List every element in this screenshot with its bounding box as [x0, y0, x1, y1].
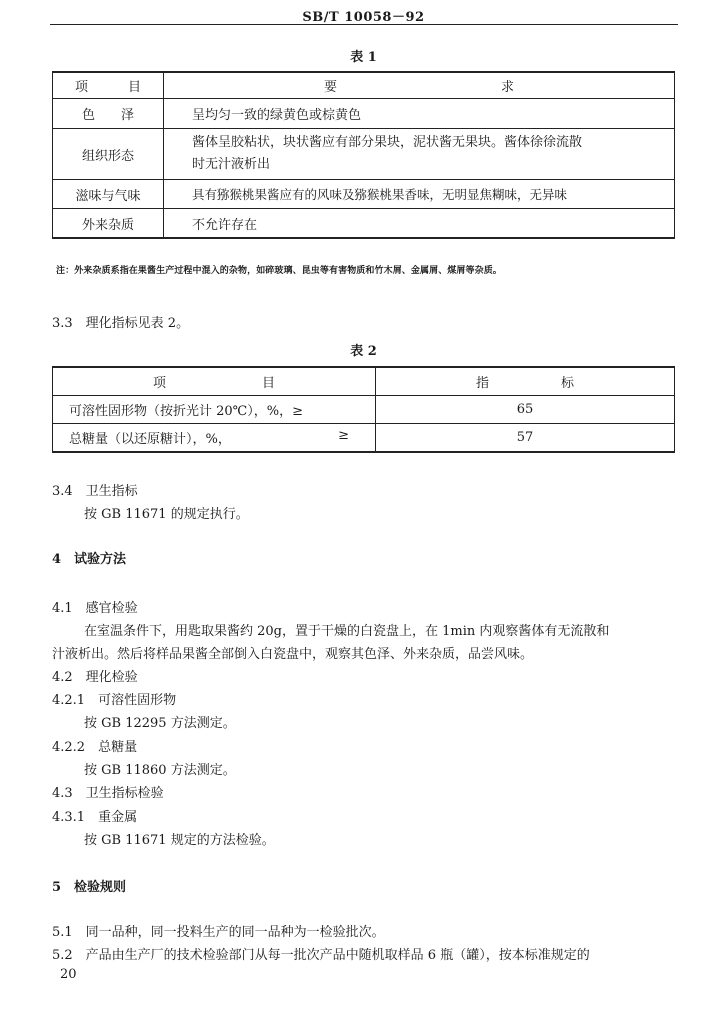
header-item-a: 项: [75, 80, 89, 95]
table1-header-requirement: [164, 72, 675, 99]
header-item-b: 目: [261, 376, 275, 391]
table1-header-row: [53, 72, 675, 99]
section-4-1: 4.1 感官检验: [52, 601, 138, 616]
requirement-line-1: 酱体呈胶粘状，块状酱应有部分果块，泥状酱无果块。酱体徐徐流散: [192, 135, 583, 150]
header-ind-b: 标: [560, 376, 574, 391]
section-5-1: 5.1 同一品种，同一投料生产的同一品种为一检验批次。: [52, 925, 385, 940]
table1-item: 外来杂质: [53, 209, 164, 239]
table2-header-row: [53, 367, 675, 396]
table2-item-symbol: ≥: [338, 428, 349, 443]
section-4-2-2: 4.2.2 总糖量: [52, 740, 138, 755]
section-5: 5 检验规则: [52, 880, 127, 895]
table2-item-text: 总糖量（以还原糖计），%，: [69, 432, 231, 447]
table2: [52, 366, 675, 453]
section-4-1-text-2: 汁液析出。然后将样品果酱全部倒入白瓷盘中，观察其色泽、外来杂质，品尝风味。: [52, 647, 534, 662]
section-4-3-1: 4.3.1 重金属: [52, 810, 138, 825]
table1-header-item: [53, 72, 164, 99]
table-row: [53, 209, 675, 239]
section-4-2-1-text: 按 GB 12295 方法测定。: [84, 716, 236, 731]
section-3-4: 3.4 卫生指标: [52, 484, 138, 499]
table2-header-item: [53, 367, 376, 396]
header-req-a: 要: [324, 80, 338, 95]
section-4-2-2-text: 按 GB 11860 方法测定。: [84, 763, 236, 778]
table1-item: 色 泽: [53, 99, 164, 129]
section-4-2: 4.2 理化检验: [52, 670, 138, 685]
table-row: [53, 424, 675, 453]
header-item-a: 项: [153, 376, 167, 391]
header-req-b: 求: [500, 80, 514, 95]
table1-item: 组织形态: [53, 129, 164, 180]
table2-value: 65: [376, 396, 675, 424]
section-4: 4 试验方法: [52, 552, 127, 567]
table2-item: [53, 424, 376, 453]
table-row: [53, 180, 675, 209]
header-ind-a: 指: [476, 376, 490, 391]
section-4-3: 4.3 卫生指标检验: [52, 786, 164, 801]
table1: [52, 71, 675, 239]
table1-requirement: 具有猕猴桃果酱应有的风味及猕猴桃果香味，无明显焦糊味，无异味: [164, 180, 675, 209]
section-4-1-text-1: 在室温条件下，用匙取果酱约 20g，置于干燥的白瓷盘上，在 1min 内观察酱体有无流散和: [84, 624, 610, 639]
table2-value: 57: [376, 424, 675, 453]
table1-note: 注：外来杂质系指在果酱生产过程中混入的杂物，如碎玻璃、昆虫等有害物质和竹木屑、金属屑、煤屑等杂质。: [56, 266, 502, 276]
page-header: SB/T 10058－92: [302, 10, 425, 25]
section-4-3-1-text: 按 GB 11671 规定的方法检验。: [84, 833, 275, 848]
section-3-3: 3.3 理化指标见表 2。: [52, 316, 190, 331]
table1-requirement: 不允许存在: [164, 209, 675, 239]
table1-requirement: 呈均匀一致的绿黄色或棕黄色: [164, 99, 675, 129]
table2-header-indicator: [376, 367, 675, 396]
section-3-4-text: 按 GB 11671 的规定执行。: [84, 507, 249, 522]
section-4-2-1: 4.2.1 可溶性固形物: [52, 693, 177, 708]
requirement-line-2: 时无汁液析出: [192, 157, 271, 172]
section-5-2: 5.2 产品由生产厂的技术检验部门从每一批次产品中随机取样品 6 瓶（罐），按本标准规定的: [52, 948, 590, 963]
table1-item: 滋味与气味: [53, 180, 164, 209]
header-rule: [50, 24, 678, 25]
table1-requirement: [164, 129, 675, 180]
table1-caption: 表 1: [350, 50, 377, 65]
table-row: [53, 129, 675, 180]
table-row: [53, 396, 675, 424]
page-number: 20: [60, 967, 77, 982]
header-item-b: 目: [127, 80, 141, 95]
table-row: [53, 99, 675, 129]
table2-caption: 表 2: [350, 344, 377, 359]
table2-item: 可溶性固形物（按折光计 20℃），%，≥: [53, 396, 376, 424]
